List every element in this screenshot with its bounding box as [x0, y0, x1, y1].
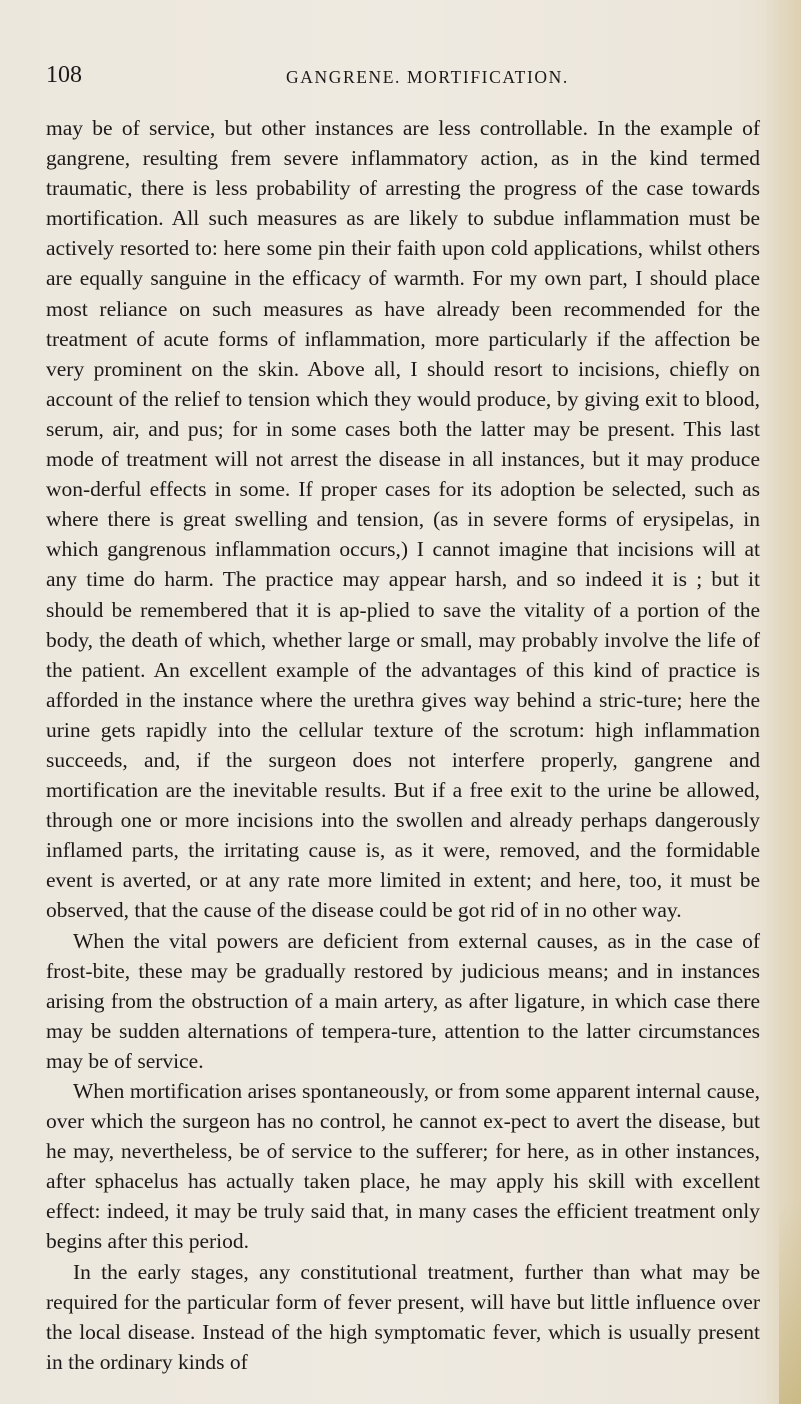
paragraph: When the vital powers are deficient from external causes, as in the case of frost-bite, these may be gradually restored by judicious means; and in instances arising from the obstruction of a main artery, as after ligature, in which case there may be sudden alternations of tempera-ture, attention to the latter circumstances may be of service.	[46, 928, 760, 1073]
paragraph: may be of service, but other instances are less controllable. In the example of gangrene, resulting frem severe inflammatory action, as in the kind termed traumatic, there is less probability of arresting the progress of the case towards mortification. All such measures as are likely to subdue inflammation must be actively resorted to: here some pin their faith upon cold applications, whilst others are equally sanguine in the efficacy of warmth. For my own part, I should place most reliance on such measures as have already been recommended for the treatment of acute forms of inflammation, more particularly if the affection be very prominent on the skin. Above all, I should resort to incisions, chiefly on account of the relief to tension which they would produce, by giving exit to blood, serum, air, and pus; for in some cases both the latter may be present. This last mode of treatment will not arrest the disease in all instances, but it may produce won-derful effects in some. If proper cases for its adoption be selected, such as where there is great swelling and tension, (as in severe forms of erysipelas, in which gangrenous inflammation occurs,) I cannot imagine that incisions will at any time do harm. The practice may appear harsh, and so indeed it is ; but it should be remembered that it is ap-plied to save the vitality of a portion of the body, the death of which, whether large or small, may probably involve the life of the patient. An excellent example of the advantages of this kind of practice is afforded in the instance where the urethra gives way behind a stric-ture; here the urine gets rapidly into the cellular texture of the scrotum: high inflammation succeeds, and, if the surgeon does not interfere properly, gangrene and mortification are the inevitable results. But if a free exit to the urine be allowed, through one or more incisions into the swollen and already perhaps dangerously inflamed parts, the irritating cause is, as it were, removed, and the formidable event is averted, or at any rate more limited in extent; and here, too, it must be observed, that the cause of the disease could be got rid of in no other way.	[46, 116, 760, 923]
page-header	[46, 60, 760, 90]
page-edge-shadow	[761, 0, 801, 1404]
body-text	[46, 113, 760, 1377]
running-head: GANGRENE. MORTIFICATION.	[286, 67, 569, 87]
page-edge-stain	[779, 1200, 801, 1404]
paragraph: In the early stages, any constitutional treatment, further than what may be required for the particular form of fever present, will have but little influence over the local disease. Instead of the high symptomatic fever, which is usually present in the ordinary kinds of	[46, 1259, 760, 1374]
paragraph: When mortification arises spontaneously, or from some apparent internal cause, over which the surgeon has no control, he cannot ex-pect to avert the disease, but he may, nevertheless, be of service to the sufferer; for here, as in other instances, after sphacelus has actually taken place, he may apply his skill with excellent effect: indeed, it may be truly said that, in many cases the efficient treatment only begins after this period.	[46, 1079, 760, 1254]
page-number: 108	[46, 62, 82, 88]
